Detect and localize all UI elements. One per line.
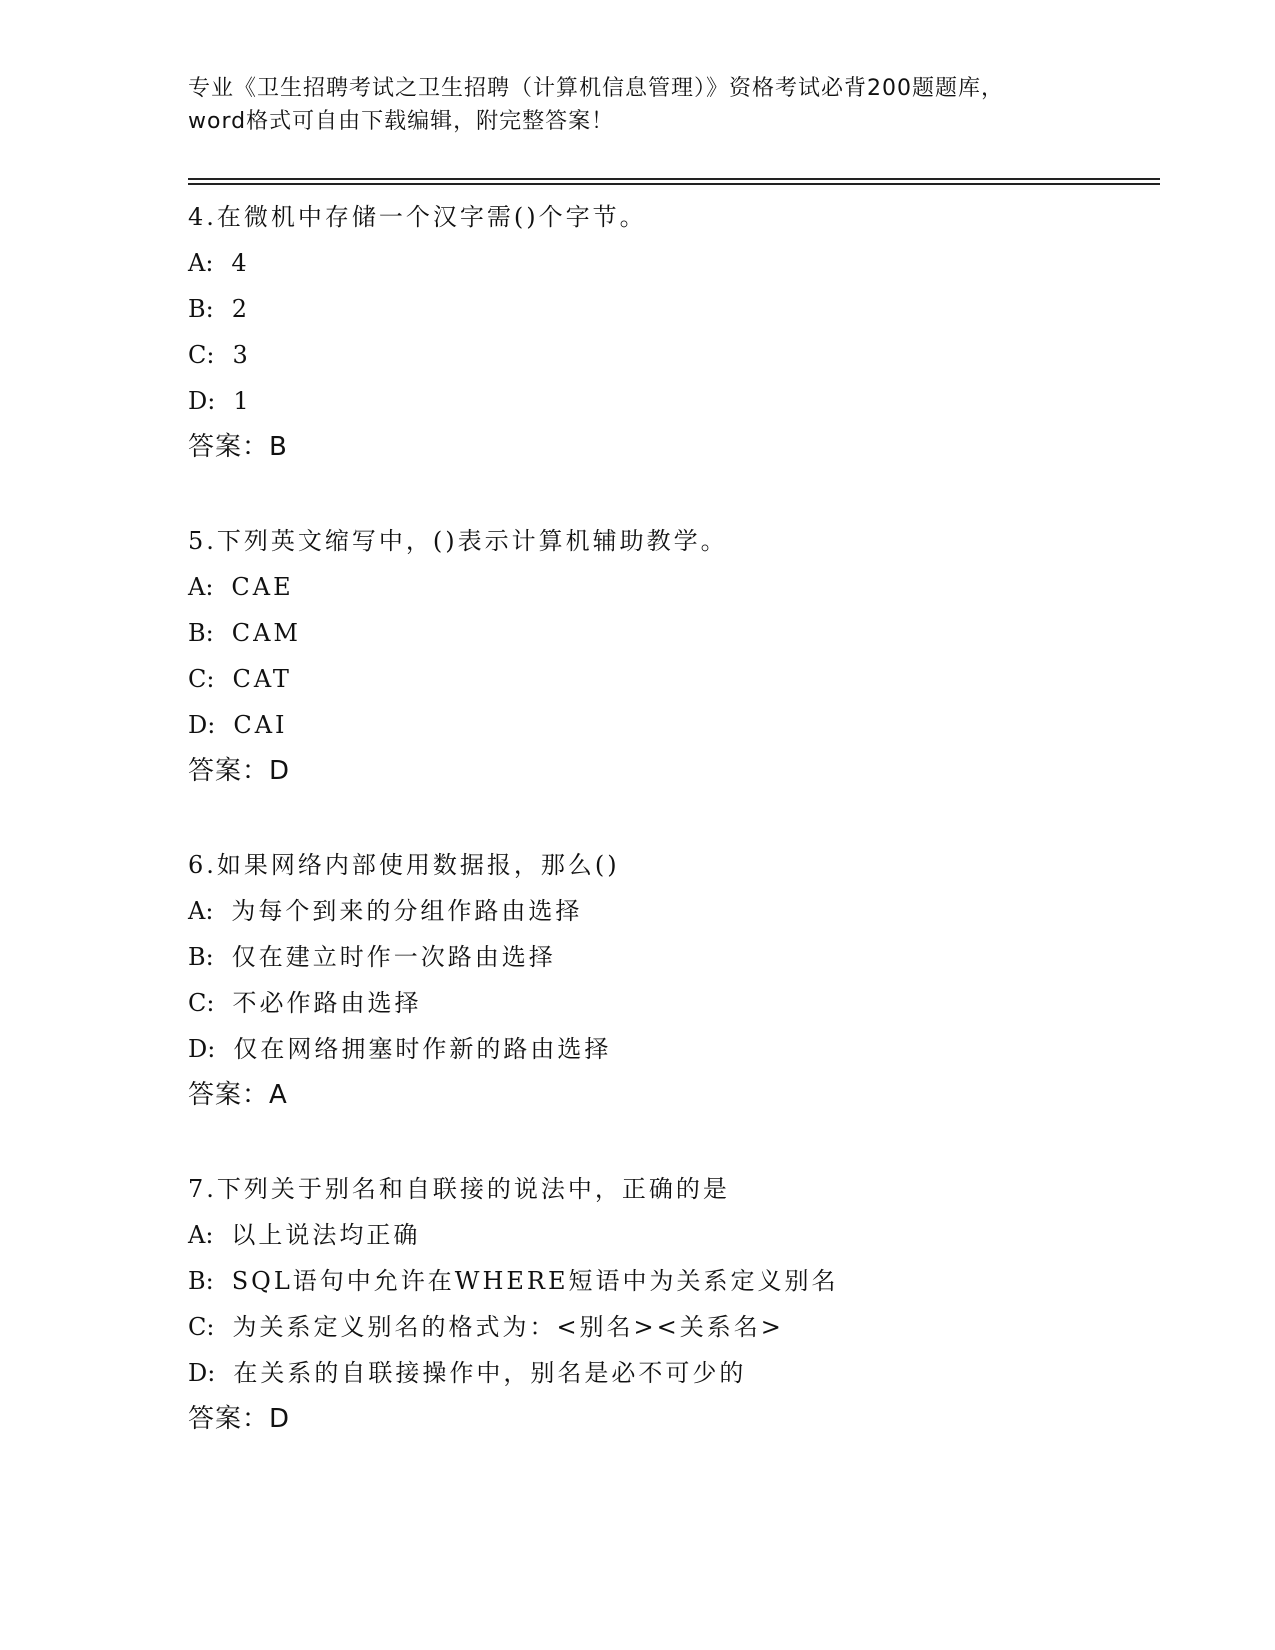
option-label: A: (188, 249, 214, 277)
option-text: 2 (231, 295, 251, 323)
question-title: 4.在微机中存储一个汉字需()个字节。 (188, 203, 647, 231)
option-c (188, 980, 1148, 1026)
option-label: C: (188, 665, 215, 693)
option-label: B: (188, 943, 214, 971)
option-text: 以上说法均正确 (231, 1221, 421, 1249)
option-label: D: (188, 387, 216, 415)
option-text: 4 (231, 249, 250, 277)
header-line-2: word格式可自由下载编辑，附完整答案！ (188, 109, 615, 134)
option-label: B: (188, 295, 214, 323)
question-4 (188, 194, 1148, 470)
option-text: 1 (233, 387, 252, 415)
option-label: A: (188, 897, 214, 925)
option-b (188, 610, 1148, 656)
option-a (188, 240, 1148, 286)
option-a (188, 1212, 1148, 1258)
option-label: C: (188, 341, 215, 369)
option-text: 仅在网络拥塞时作新的路由选择 (233, 1035, 612, 1063)
option-label: A: (188, 1221, 214, 1249)
option-label: B: (188, 1267, 214, 1295)
question-title: 5.下列英文缩写中，()表示计算机辅助教学。 (188, 527, 728, 555)
option-c (188, 332, 1148, 378)
option-text: CAI (233, 711, 288, 739)
option-text: 在关系的自联接操作中，别名是必不可少的 (233, 1359, 747, 1387)
option-d (188, 702, 1148, 748)
question-list (188, 194, 1148, 1490)
option-text: 不必作路由选择 (232, 989, 422, 1017)
document-header (188, 72, 1088, 138)
question-6 (188, 842, 1148, 1118)
option-text: CAT (232, 665, 292, 693)
header-line-1: 专业《卫生招聘考试之卫生招聘（计算机信息管理）》资格考试必背200题题库， (188, 76, 1004, 101)
option-c (188, 656, 1148, 702)
option-text: 3 (232, 341, 251, 369)
option-a (188, 564, 1148, 610)
answer-line: 答案：A (188, 1080, 288, 1110)
header-divider-top (188, 178, 1160, 180)
option-label: D: (188, 1035, 216, 1063)
option-label: C: (188, 989, 215, 1017)
question-7 (188, 1166, 1148, 1442)
option-d (188, 1026, 1148, 1072)
option-label: D: (188, 1359, 216, 1387)
question-title: 6.如果网络内部使用数据报，那么() (188, 851, 620, 879)
option-b (188, 1258, 1148, 1304)
option-text: 仅在建立时作一次路由选择 (231, 943, 556, 971)
option-d (188, 378, 1148, 424)
option-text: CAE (231, 573, 294, 601)
option-label: C: (188, 1313, 215, 1341)
option-c (188, 1304, 1148, 1350)
option-text: CAM (231, 619, 302, 647)
option-b (188, 286, 1148, 332)
option-b (188, 934, 1148, 980)
option-d (188, 1350, 1148, 1396)
answer-line: 答案：B (188, 432, 288, 462)
header-divider-bottom (188, 183, 1160, 185)
option-text: 为关系定义别名的格式为：<别名><关系名> (232, 1313, 784, 1341)
option-label: A: (188, 573, 214, 601)
question-title: 7.下列关于别名和自联接的说法中，正确的是 (188, 1175, 730, 1203)
answer-line: 答案：D (188, 1404, 291, 1434)
question-5 (188, 518, 1148, 794)
option-label: B: (188, 619, 214, 647)
option-label: D: (188, 711, 216, 739)
option-a (188, 888, 1148, 934)
answer-line: 答案：D (188, 756, 291, 786)
option-text: SQL语句中允许在WHERE短语中为关系定义别名 (231, 1267, 839, 1295)
option-text: 为每个到来的分组作路由选择 (231, 897, 583, 925)
